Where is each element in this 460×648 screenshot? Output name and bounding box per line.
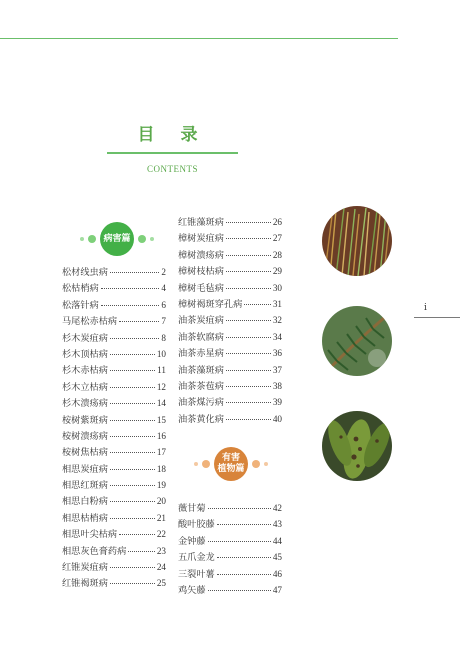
dot-leader [101,305,160,306]
toc-entry-name: 红锥炭疽病 [62,562,108,574]
toc-entry-name: 桉树紫斑病 [62,414,108,426]
toc-entry-name: 樟树毛毡病 [178,282,224,294]
toc-entry [178,280,282,296]
toc-entry-name: 相思炭疽病 [62,463,108,475]
dot-leader [226,402,271,403]
toc-entry-page: 26 [272,217,282,227]
toc-entry-page: 12 [156,381,166,392]
toc-entry-name: 金钟藤 [178,535,206,547]
dot-leader [119,321,159,322]
section-badge-harmful-plants [194,447,268,481]
toc-entry [62,362,166,378]
toc-entry [62,559,166,575]
decor-dot [264,462,268,466]
toc-entry-page: 31 [272,298,282,309]
toc-entry-name: 相思枯梢病 [62,512,108,524]
toc-entry-name: 油茶煤污病 [178,397,224,409]
toc-entry [62,330,166,346]
toc-entry-page: 2 [161,267,166,277]
dot-leader [217,557,271,558]
toc-entry [62,477,166,493]
toc-entry-page: 22 [156,529,166,540]
toc-entry-name: 油茶软腐病 [178,331,224,343]
toc-entry [62,444,166,460]
toc-entry [178,329,282,345]
dot-leader [244,304,271,305]
page-number: i [424,303,427,313]
toc-entry-page: 4 [161,283,166,294]
photo-spotted-leaves [322,411,392,481]
toc-entry-page: 45 [272,552,282,563]
dot-leader [110,420,155,421]
toc-entry-page: 39 [272,397,282,408]
dot-leader [226,370,271,371]
section-badge-disease [80,222,154,256]
toc-column-2 [178,214,282,427]
toc-entry-name: 杉木赤枯病 [62,365,108,377]
toc-entry [62,543,166,559]
toc-entry [62,493,166,509]
toc-entry [178,378,282,394]
toc-entry [178,500,282,516]
dot-leader [110,583,155,584]
toc-entry-page: 40 [272,413,282,424]
dot-leader [226,320,271,321]
toc-entry-page: 46 [272,568,282,579]
dot-leader [128,551,155,552]
toc-entry-page: 27 [272,233,282,244]
toc-entry-page: 43 [272,519,282,530]
dot-leader [226,353,271,354]
toc-entry [62,297,166,313]
toc-entry-name: 杉木立枯病 [62,381,108,393]
toc-entry-name: 油茶赤星病 [178,348,224,360]
toc-entry-name: 相思灰色膏药病 [62,545,127,557]
toc-entry-page: 6 [161,299,166,310]
dot-leader [226,419,271,420]
toc-entry [62,428,166,444]
dot-leader [226,386,271,387]
decor-dot [138,235,146,243]
dot-leader [208,541,271,542]
toc-entry-name: 油茶藻斑病 [178,364,224,376]
toc-entry-page: 32 [272,315,282,326]
toc-entry-name: 马尾松赤枯病 [62,316,118,328]
toc-entry-name: 红锥褐斑病 [62,578,108,590]
fir-branch-image [322,306,392,376]
toc-entry [178,263,282,279]
toc-entry [178,345,282,361]
toc-entry [178,394,282,410]
toc-entry [178,214,282,230]
toc-entry [178,230,282,246]
toc-entry-name: 樟树枝枯病 [178,266,224,278]
decor-dot [80,237,84,241]
toc-entry [178,533,282,549]
toc-entry-page: 37 [272,364,282,375]
toc-entry-page: 24 [156,562,166,573]
toc-entry-name: 五爪金龙 [178,552,215,564]
toc-entry-page: 10 [156,348,166,359]
toc-entry-name: 樟树炭疽病 [178,233,224,245]
toc-entry-page: 18 [156,463,166,474]
toc-entry-name: 杉木溃疡病 [62,398,108,410]
dot-leader [110,370,155,371]
toc-entry [62,280,166,296]
toc-column-3 [178,500,282,598]
toc-entry-page: 47 [272,584,282,595]
dot-leader [110,403,155,404]
dot-leader [119,534,155,535]
toc-entry-name: 松枯梢病 [62,283,99,295]
toc-entry [62,510,166,526]
decor-dot [88,235,96,243]
toc-entry-name: 油茶茶苞病 [178,380,224,392]
dot-leader [110,436,155,437]
toc-entry-page: 8 [161,332,166,343]
dot-leader [110,485,155,486]
toc-entry-name: 杉木顶枯病 [62,348,108,360]
toc-entry-page: 17 [156,447,166,458]
toc-entry-page: 14 [156,398,166,409]
dot-leader [226,271,271,272]
dot-leader [110,354,155,355]
dot-leader [110,469,155,470]
toc-entry [62,575,166,591]
photo-pine-needles [322,206,392,276]
toc-entry-name: 樟树溃疡病 [178,249,224,261]
page-number-rule [414,317,460,318]
toc-entry-page: 42 [272,503,282,513]
page-title: 目 录 [137,125,208,145]
section-label-disease: 病害篇 [100,222,134,256]
dot-leader [110,338,159,339]
toc-entry-name: 酸叶胶藤 [178,519,215,531]
toc-entry [178,566,282,582]
dot-leader [208,590,271,591]
pine-needles-image [322,206,392,276]
toc-entry-name: 油茶黄化病 [178,413,224,425]
toc-entry [62,461,166,477]
toc-entry [178,411,282,427]
dot-leader [226,222,271,223]
toc-entry-page: 23 [156,545,166,556]
toc-entry-page: 30 [272,282,282,293]
decor-dot [150,237,154,241]
dot-leader [226,288,271,289]
toc-entry [178,296,282,312]
toc-entry-name: 相思白粉病 [62,496,108,508]
toc-entry-page: 38 [272,380,282,391]
dot-leader [208,508,271,509]
toc-entry [62,313,166,329]
toc-entry [178,549,282,565]
toc-entry [178,247,282,263]
toc-entry-name: 相思叶尖枯病 [62,529,118,541]
toc-entry [178,516,282,532]
dot-leader [110,567,155,568]
section-label-harmful-plants [214,447,248,481]
toc-entry-name: 杉木炭疽病 [62,332,108,344]
section-label-line: 有害 [221,453,240,463]
toc-entry-page: 19 [156,480,166,491]
toc-column-1 [62,264,166,592]
toc-entry-page: 11 [157,365,166,376]
toc-entry [62,395,166,411]
toc-entry-page: 21 [156,512,166,523]
toc-entry-name: 松材线虫病 [62,267,108,278]
dot-leader [110,518,155,519]
dot-leader [110,272,159,273]
toc-entry [62,526,166,542]
toc-entry [62,379,166,395]
toc-entry-page: 28 [272,249,282,260]
page-subtitle: CONTENTS [147,164,198,174]
toc-entry [62,412,166,428]
toc-entry-page: 29 [272,266,282,277]
top-rule [0,38,398,39]
dot-leader [226,337,271,338]
dot-leader [226,238,271,239]
toc-entry-page: 34 [272,331,282,342]
toc-entry-page: 15 [156,414,166,425]
toc-entry-name: 油茶炭疽病 [178,315,224,327]
toc-entry-page: 44 [272,535,282,546]
dot-leader [110,387,155,388]
section-label-line: 植物篇 [217,464,245,474]
toc-entry-name: 桉树焦枯病 [62,447,108,459]
toc-entry [62,346,166,362]
toc-entry [178,362,282,378]
toc-entry [178,582,282,598]
toc-entry-name: 薇甘菊 [178,503,206,514]
dot-leader [110,452,155,453]
toc-entry-name: 相思红斑病 [62,480,108,492]
toc-entry-page: 16 [156,430,166,441]
dot-leader [217,524,271,525]
toc-entry-page: 36 [272,348,282,359]
toc-entry [178,312,282,328]
toc-entry-name: 三裂叶薯 [178,568,215,580]
toc-entry [62,264,166,280]
toc-entry-name: 樟树褐斑穿孔病 [178,298,243,310]
decor-dot [252,460,260,468]
decor-dot [202,460,210,468]
dot-leader [101,288,160,289]
toc-entry-name: 桉树溃疡病 [62,430,108,442]
spotted-leaves-image [322,411,392,481]
dot-leader [226,255,271,256]
toc-entry-name: 松落针病 [62,299,99,311]
toc-entry-page: 7 [161,316,166,327]
title-divider [107,152,238,154]
toc-entry-page: 20 [156,496,166,507]
dot-leader [110,501,155,502]
dot-leader [217,574,271,575]
toc-entry-page: 25 [156,578,166,589]
toc-entry-name: 红锥藻斑病 [178,217,224,228]
decor-dot [194,462,198,466]
toc-entry-name: 鸡矢藤 [178,584,206,596]
photo-fir-branch [322,306,392,376]
